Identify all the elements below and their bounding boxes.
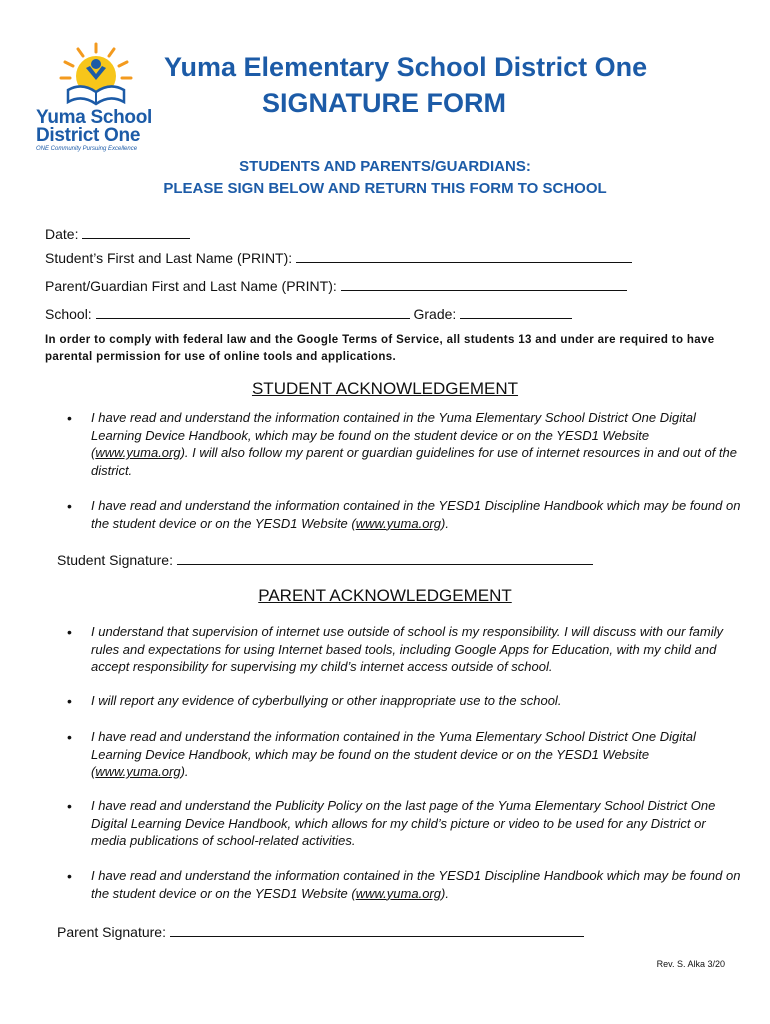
district-logo [28,42,168,160]
student-signature-field [57,550,593,569]
bullet-marker: • [67,868,72,884]
yuma-website-link[interactable]: www.yuma.org [355,885,441,901]
grade-line[interactable] [460,304,572,319]
student-ack-2-text-end: ). [440,515,449,531]
logo-text-line2: District One [36,125,141,146]
yuma-website-link[interactable]: www.yuma.org [95,764,181,779]
parent-ack-item-2: I will report any evidence of cyberbullying or other inappropriate use to the school. [91,693,562,708]
parent-ack-item-4: I have read and understand the Publicity Policy on the last page of the Yuma Elementary School District One Digital Learning Device Handbook, which allows for my child’s picture or video to be used for any District or media publications of school-related activities. [91,798,716,848]
bullet-marker: • [67,729,72,745]
student-name-field [45,248,632,267]
parent-acknowledgement-heading: PARENT ACKNOWLEDGEMENT [258,586,512,605]
student-name-line[interactable] [296,248,632,263]
bullet-marker: • [67,624,72,640]
student-ack-item-2 [91,497,741,532]
parent-ack-item-1: I understand that supervision of internet use outside of school is my responsibility. I will discuss with our family rules and expectations for using Internet based tools, including Google Apps for Education, with my child and accept responsibility for supervising my child’s internet access outside of school. [91,624,723,674]
bullet-marker: • [67,798,72,814]
revision-note: Rev. S. Alka 3/20 [656,959,725,969]
student-signature-label: Student Signature: [57,552,173,568]
school-grade-field [45,304,572,323]
page-title: Yuma Elementary School District One [164,52,648,82]
date-line[interactable] [82,224,190,239]
student-ack-item-1 [91,409,741,479]
parent-ack-5-text: I have read and understand the information contained in the YESD1 Discipline Handbook which may be found on the student device or on the YESD1 Website ( [91,868,741,901]
parent-name-line[interactable] [341,276,627,291]
sun-book-logo-icon [56,42,136,110]
bullet-marker: • [67,498,72,514]
date-label: Date: [45,226,79,242]
student-ack-2-text: I have read and understand the information contained in the YESD1 Discipline Handbook which may be found on the student device or on the YESD1 Website ( [91,498,741,531]
parent-ack-3-text-end: ). [180,764,189,779]
parent-ack-3-text: I have read and understand the information contained in the Yuma Elementary School District One Digital Learning Device Handbook, which may be found on the student device or on the YESD1 Website ( [91,729,696,779]
grade-label: Grade: [413,306,457,322]
instruction-line-1: STUDENTS AND PARENTS/GUARDIANS: [239,158,531,175]
student-acknowledgement-heading: STUDENT ACKNOWLEDGEMENT [251,379,519,398]
yuma-website-link[interactable]: www.yuma.org [355,515,441,531]
parent-signature-label: Parent Signature: [57,924,166,940]
bullet-marker: • [67,410,72,426]
logo-tagline: ONE Community Pursuing Excellence [36,146,138,152]
school-line[interactable] [96,304,410,319]
school-label: School: [45,306,92,322]
student-ack-1-text-end: ). I will also follow my parent or guardian guidelines for use of internet resources in and out of the district. [91,445,738,478]
parent-signature-line[interactable] [170,922,584,937]
parent-name-label: Parent/Guardian First and Last Name (PRINT): [45,278,337,294]
federal-law-notice: In order to comply with federal law and the Google Terms of Service, all students 13 and under are required to have parental permission for use of online tools and applications. [45,334,715,363]
logo-text-line1: Yuma School [36,107,153,128]
date-field [45,224,190,243]
parent-name-field [45,276,627,295]
student-signature-line[interactable] [177,550,593,565]
student-ack-1-text: I have read and understand the information contained in the Yuma Elementary School District One Digital Learning Device Handbook, which may be found on the student device or on the YESD1 Website ( [91,410,696,460]
yuma-website-link[interactable]: www.yuma.org [95,445,181,460]
parent-signature-field [57,922,584,941]
instruction-line-2: PLEASE SIGN BELOW AND RETURN THIS FORM TO SCHOOL [163,180,607,197]
parent-ack-item-3 [91,728,741,781]
parent-ack-5-text-end: ). [440,885,449,901]
parent-ack-item-5 [91,867,741,902]
student-name-label: Student’s First and Last Name (PRINT): [45,250,293,266]
bullet-marker: • [67,693,72,709]
form-subtitle: SIGNATURE FORM [262,88,506,118]
